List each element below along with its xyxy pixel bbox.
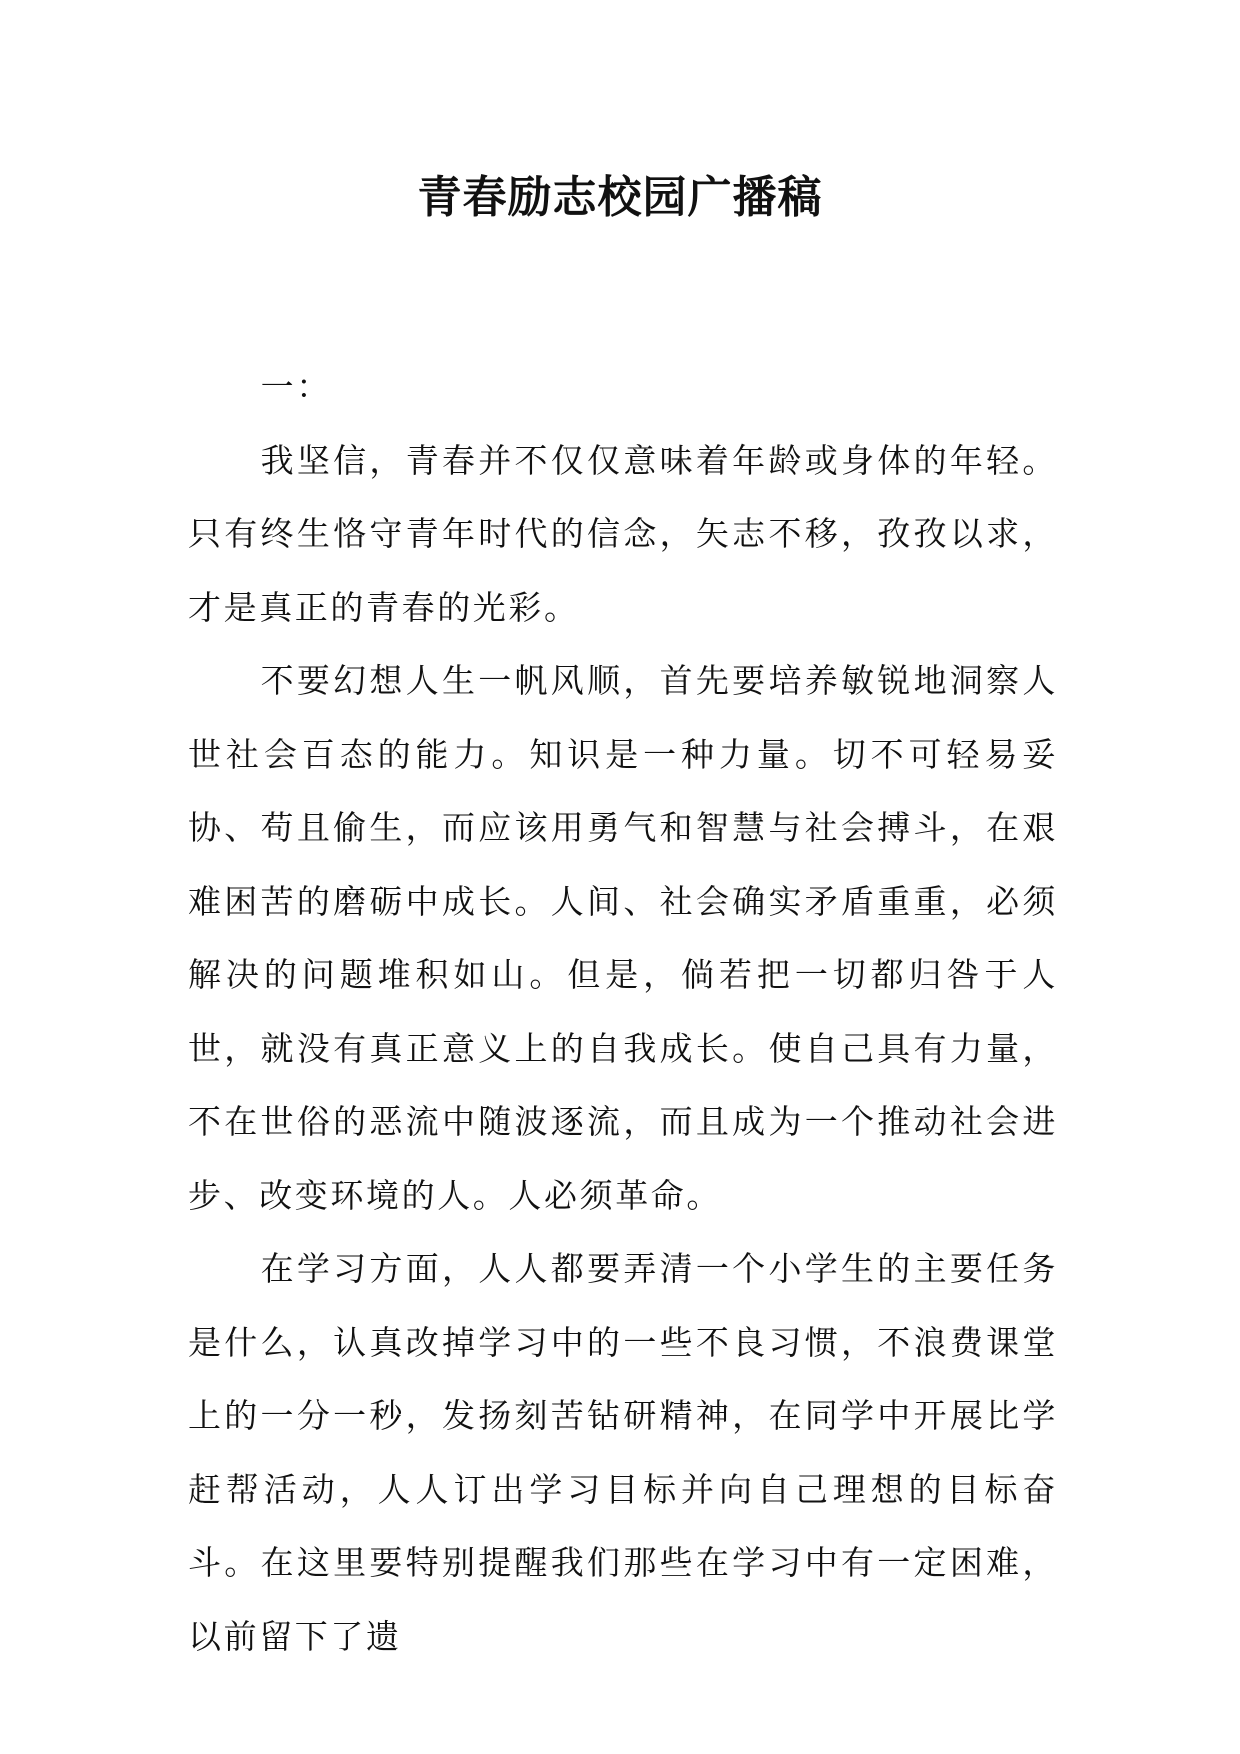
paragraph: 不要幻想人生一帆风顺，首先要培养敏锐地洞察人世社会百态的能力。知识是一种力量。切不可轻易妥协、苟且偷生，而应该用勇气和智慧与社会搏斗，在艰难困苦的磨砺中成长。人间、社会确实矛盾重重，必须解决的问题堆积如山。但是，倘若把一切都归咎于人世，就没有真正意义上的自我成长。使自己具有力量，不在世俗的恶流中随波逐流，而且成为一个推动社会进步、改变环境的人。人必须革命。	[188, 661, 1058, 1215]
paragraph: 我坚信，青春并不仅仅意味着年龄或身体的年轻。只有终生恪守青年时代的信念，矢志不移，孜孜以求，才是真正的青春的光彩。	[188, 440, 1058, 627]
page-title: 青春励志校园广播稿	[417, 172, 823, 223]
section-label: 一：	[260, 367, 332, 406]
document-body	[188, 350, 1058, 1673]
paragraph: 在学习方面，人人都要弄清一个小学生的主要任务是什么，认真改掉学习中的一些不良习惯，不浪费课堂上的一分一秒，发扬刻苦钻研精神，在同学中开展比学赶帮活动，人人订出学习目标并向自己理想的目标奋斗。在这里要特别提醒我们那些在学习中有一定困难，以前留下了遗	[188, 1249, 1058, 1656]
